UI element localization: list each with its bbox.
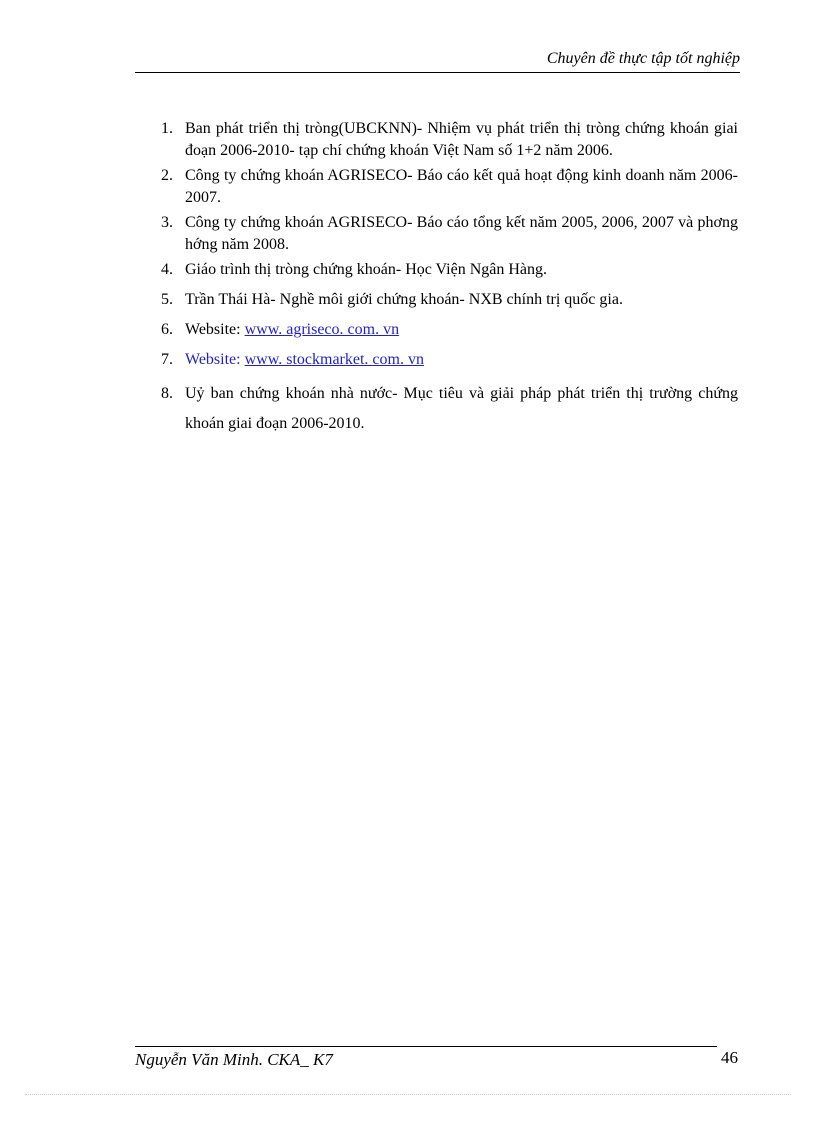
- header-rule: [135, 72, 740, 73]
- list-number: 3.: [161, 214, 173, 231]
- list-item: [155, 118, 738, 162]
- list-item: [155, 165, 738, 209]
- reference-list: [155, 118, 738, 442]
- footer-author: Nguyễn Văn Minh. CKA_ K7: [135, 1050, 333, 1069]
- list-item: [155, 379, 738, 439]
- list-number: 1.: [161, 120, 173, 137]
- list-number: 5.: [161, 291, 173, 308]
- website-link-agriseco[interactable]: www. agriseco. com. vn: [244, 321, 400, 338]
- reference-text: Trần Thái Hà- Nghề môi giới chứng khoán- NXB chính trị quốc gia.: [185, 291, 623, 308]
- website-label: Website:: [185, 351, 245, 368]
- page-edge-divider: [25, 1094, 791, 1095]
- list-number: 7.: [161, 351, 173, 368]
- website-label: Website:: [185, 321, 245, 338]
- reference-text: [185, 319, 738, 341]
- reference-text: [185, 349, 738, 371]
- list-item: [155, 319, 738, 341]
- list-item: [155, 212, 738, 256]
- list-item: [155, 289, 738, 311]
- footer-rule: [135, 1046, 717, 1047]
- page-number: 46: [721, 1048, 738, 1067]
- reference-text: Giáo trình thị tròng chứng khoán- Học Viện Ngân Hàng.: [185, 261, 548, 278]
- list-item: [155, 349, 738, 371]
- list-number: 2.: [161, 167, 173, 184]
- website-link-stockmarket[interactable]: www. stockmarket. com. vn: [244, 351, 424, 368]
- reference-text: Ban phát triển thị tròng(UBCKNN)- Nhiệm vụ phát triển thị tròng chứng khoán giai đoạn 2006-2010- tạp chí chứng khoán Việt Nam số 1+2 năm 2006.: [185, 120, 738, 159]
- list-item: [155, 259, 738, 281]
- list-number: 4.: [161, 261, 173, 278]
- reference-text: Công ty chứng khoán AGRISECO- Báo cáo kết quả hoạt động kinh doanh năm 2006-2007.: [185, 167, 738, 206]
- reference-text: Uỷ ban chứng khoán nhà nước- Mục tiêu và giải pháp phát triển thị trường chứng khoán giai đoạn 2006-2010.: [185, 385, 738, 432]
- list-number: 6.: [161, 321, 173, 338]
- reference-text: Công ty chứng khoán AGRISECO- Báo cáo tổng kết năm 2005, 2006, 2007 và phơng hớng năm 2008.: [185, 214, 738, 253]
- header-title: Chuyên đề thực tập tốt nghiệp: [546, 50, 740, 67]
- list-number: 8.: [161, 385, 173, 402]
